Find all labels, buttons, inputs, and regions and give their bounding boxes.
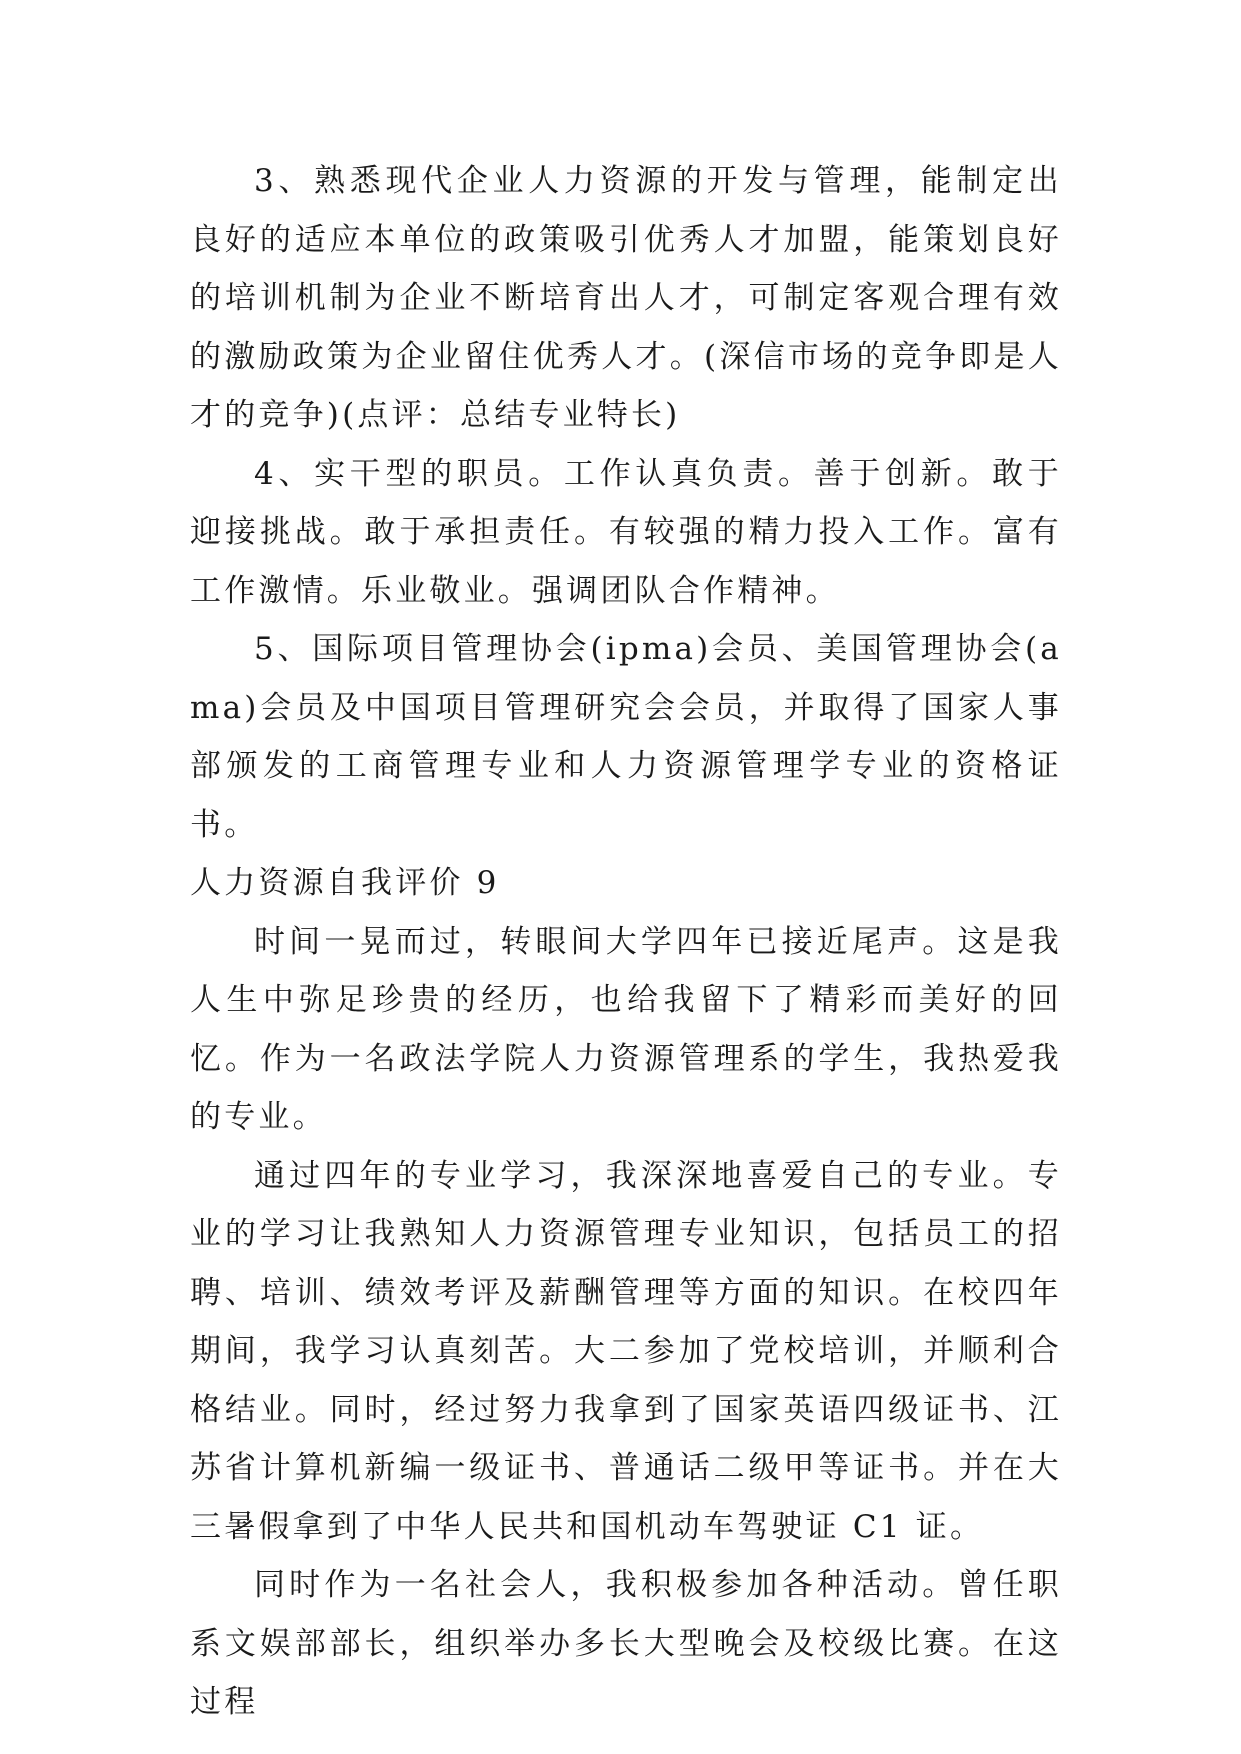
paragraph-study: 通过四年的专业学习，我深深地喜爱自己的专业。专业的学习让我熟知人力资源管理专业知识，包括员工的招聘、培训、绩效考评及薪酬管理等方面的知识。在校四年期间，我学习认真刻苦。大二参加了党校培训，并顺利合格结业。同时，经过努力我拿到了国家英语四级证书、江苏省计算机新编一级证书、普通话二级甲等证书。并在大三暑假拿到了中华人民共和国机动车驾驶证 C1 证。 xyxy=(190,1157,1062,1545)
paragraph-item-3: 3、熟悉现代企业人力资源的开发与管理，能制定出良好的适应本单位的政策吸引优秀人才加盟，能策划良好的培训机制为企业不断培育出人才，可制定客观合理有效的激励政策为企业留住优秀人才。(深信市场的竞争即是人才的竞争)(点评：总结专业特长) xyxy=(190,163,1062,433)
section-heading: 人力资源自我评价 9 xyxy=(190,865,500,901)
document-body xyxy=(190,152,1062,1732)
paragraph-item-5: 5、国际项目管理协会(ipma)会员、美国管理协会(ama)会员及中国项目管理研究会会员，并取得了国家人事部颁发的工商管理专业和人力资源管理学专业的资格证书。 xyxy=(190,631,1062,843)
paragraph-activities: 同时作为一名社会人，我积极参加各种活动。曾任职系文娱部部长，组织举办多长大型晚会及校级比赛。在这过程 xyxy=(190,1567,1062,1720)
paragraph-item-4: 4、实干型的职员。工作认真负责。善于创新。敢于迎接挑战。敢于承担责任。有较强的精力投入工作。富有工作激情。乐业敬业。强调团队合作精神。 xyxy=(190,455,1062,609)
paragraph-intro: 时间一晃而过，转眼间大学四年已接近尾声。这是我人生中弥足珍贵的经历，也给我留下了精彩而美好的回忆。作为一名政法学院人力资源管理系的学生，我热爱我的专业。 xyxy=(190,923,1062,1135)
